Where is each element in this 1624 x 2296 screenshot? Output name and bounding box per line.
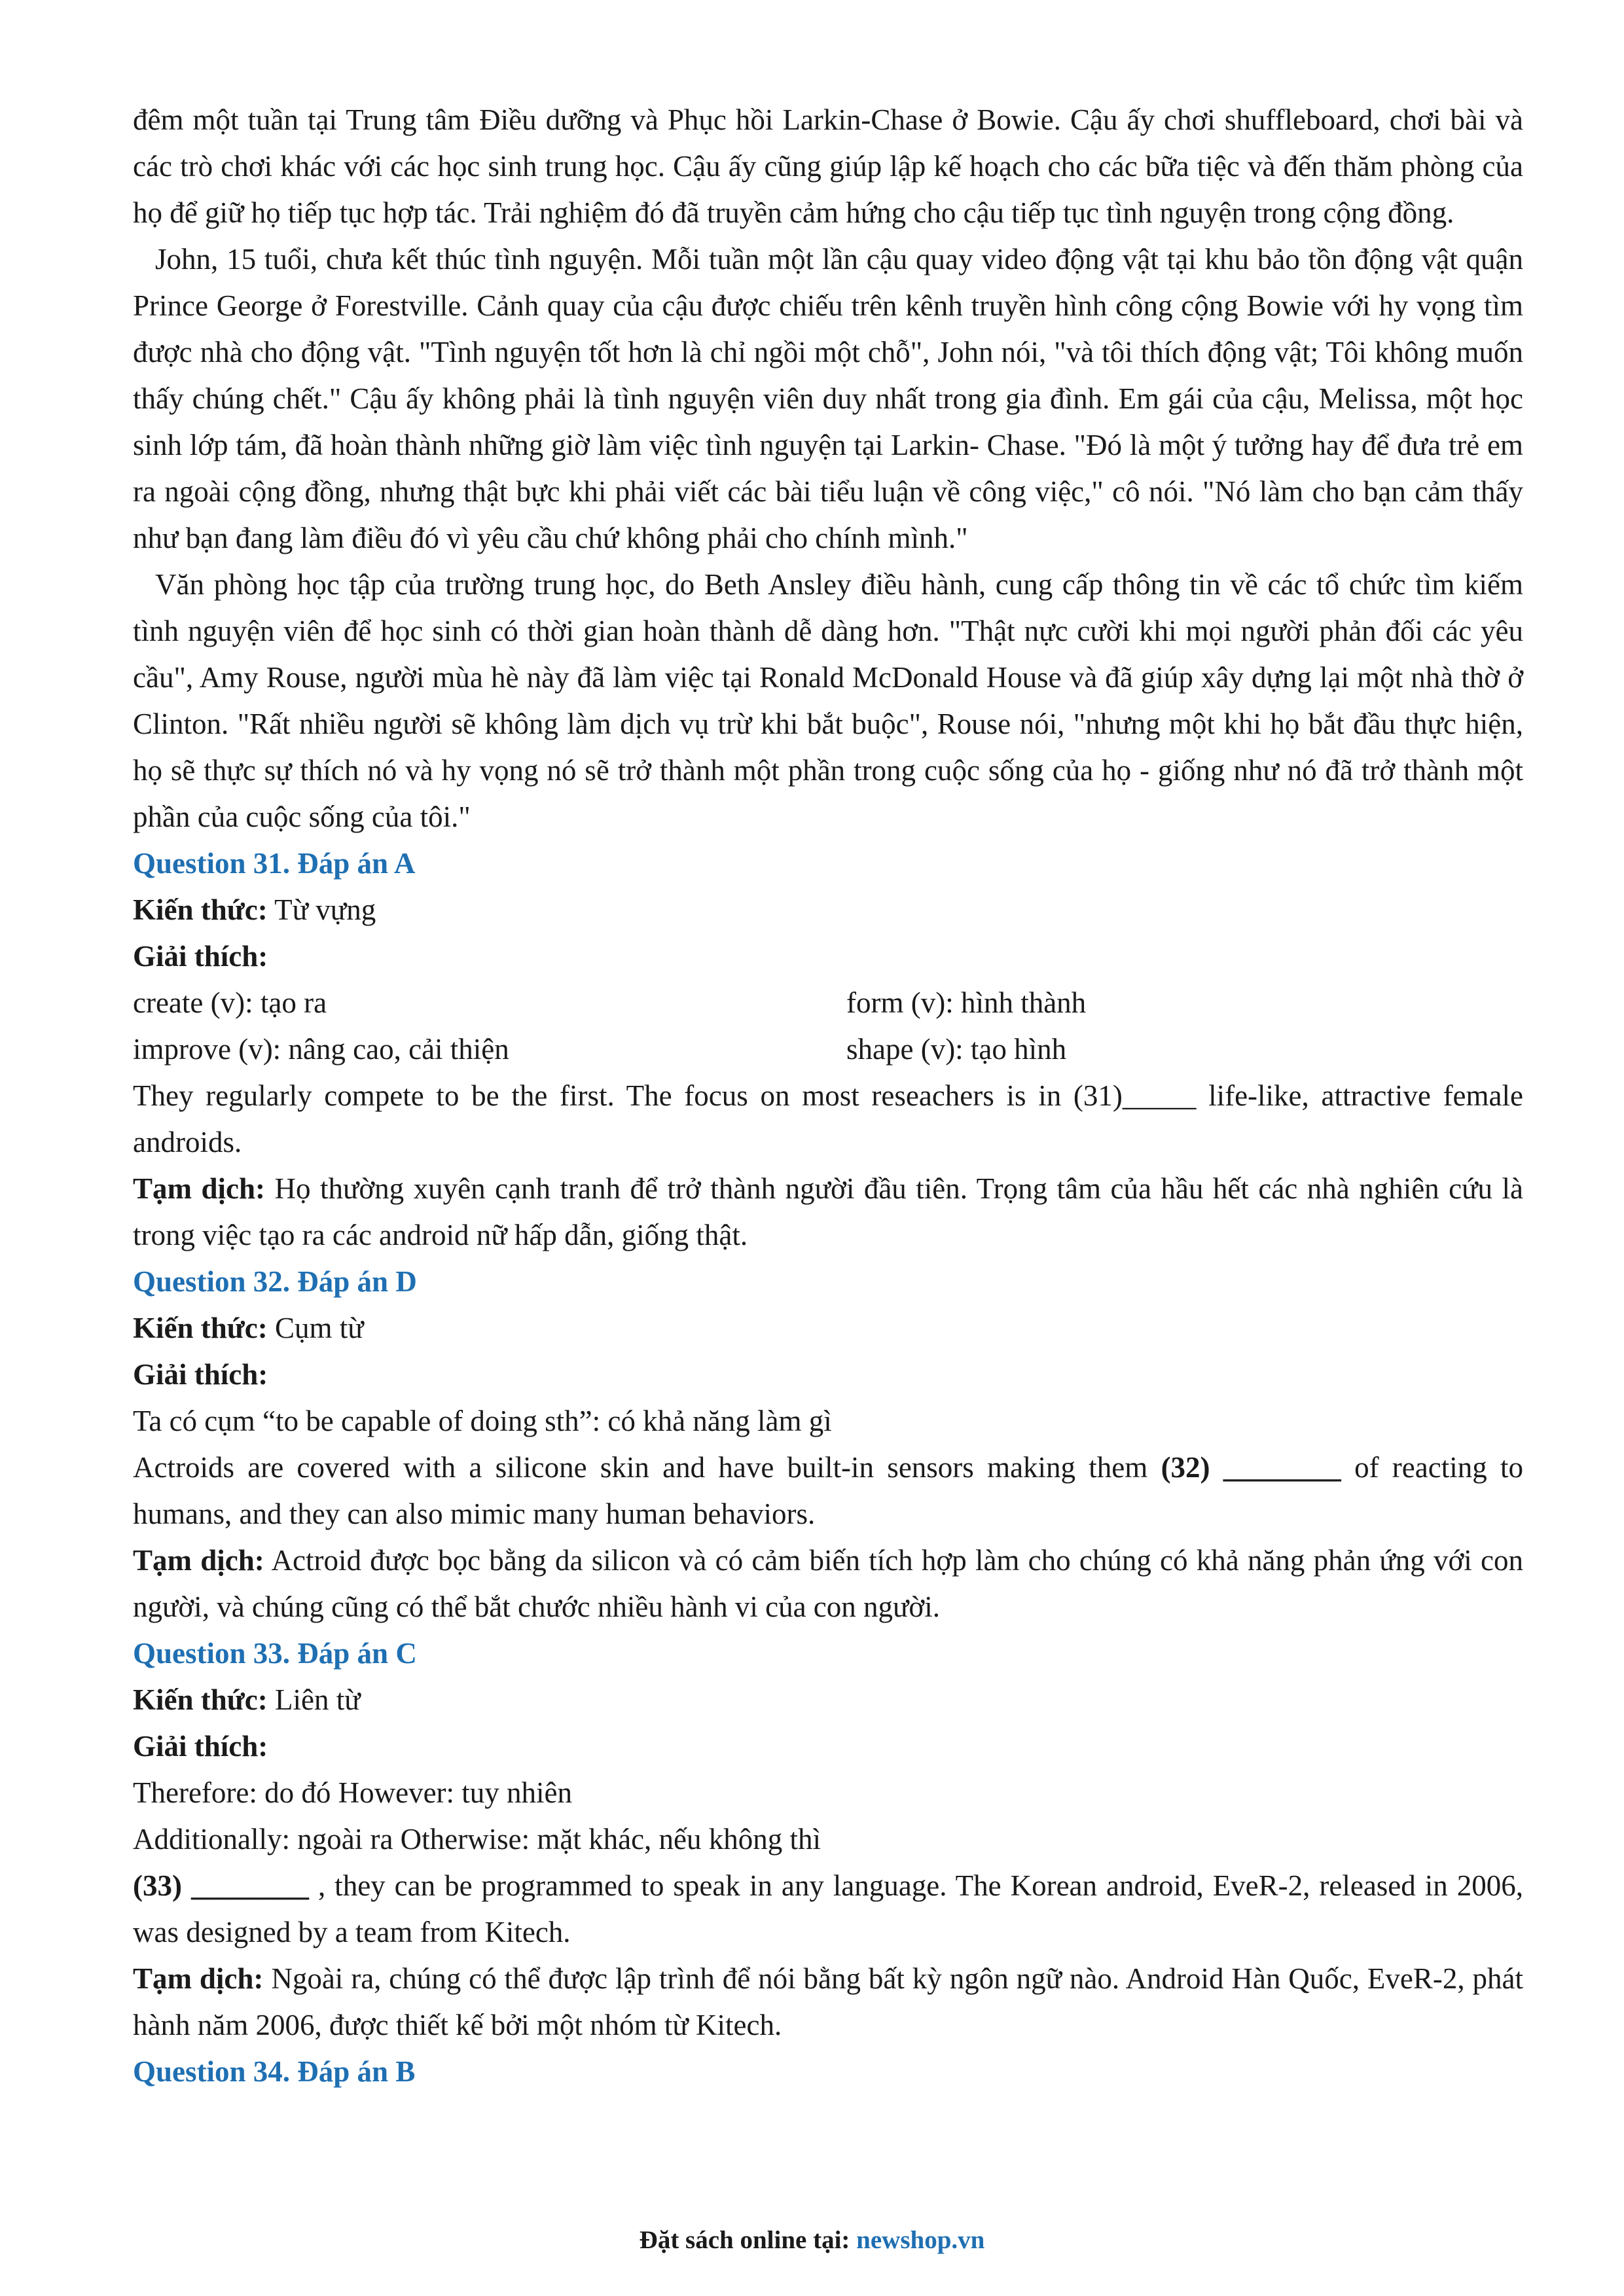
q31-option-improve: improve (v): nâng cao, cải thiện [133,1033,509,1066]
tam-dich-label: Tạm dịch: [133,1172,265,1205]
q32-giai-thich-label: Giải thích: [133,1358,268,1391]
q31-options-row-1 [133,980,1523,1026]
q32-passage-end: of reacting to humans, and they can also mimic many human behaviors. [133,1451,1523,1530]
q33-tam-dich [133,1956,1523,2049]
paragraph-2: John, 15 tuổi, chưa kết thúc tình nguyện. Mỗi tuần một lần cậu quay video động vật tại khu bảo tồn động vật quận Prince George ở Forestville. Cảnh quay của cậu được chiếu trên kênh truyền hình công cộng Bowie với hy vọng tìm được nhà cho động vật. "Tình nguyện tốt hơn là chỉ ngồi một chỗ", John nói, "và tôi thích động vật; Tôi không muốn thấy chúng chết." Cậu ấy không phải là tình nguyện viên duy nhất trong gia đình. Em gái của cậu, Melissa, một học sinh lớp tám, đã hoàn thành những giờ làm việc tình nguyện tại Larkin- Chase. "Đó là một ý tưởng hay để đưa trẻ em ra ngoài cộng đồng, nhưng thật bực khi phải viết các bài tiểu luận về công việc," cô nói. "Nó làm cho bạn cảm thấy như bạn đang làm điều đó vì yêu cầu chứ không phải cho chính mình." [133,243,1523,554]
q32-passage [133,1444,1523,1537]
q32-blank: (32) ________ [1161,1451,1341,1484]
tam-dich-label: Tạm dịch: [133,1544,264,1577]
q31-kien-thuc-value: Từ vựng [274,893,376,926]
q31-giai-thich-label: Giải thích: [133,940,268,973]
q31-tam-dich [133,1166,1523,1259]
footer-label: Đặt sách online tại: [639,2226,850,2254]
question-31-heading: Question 31. Đáp án A [133,847,416,880]
tam-dich-label: Tạm dịch: [133,1962,264,1995]
q33-passage-text: , they can be programmed to speak in any language. The Korean android, EveR-2, released in 2006, was designed by a team from Kitech. [133,1869,1523,1948]
q33-line-1: Therefore: do đó However: tuy nhiên [133,1776,573,1809]
q33-passage [133,1863,1523,1956]
q33-giai-thich-label: Giải thích: [133,1730,268,1763]
q32-kien-thuc [133,1305,1523,1352]
q33-blank: (33) ________ [133,1869,309,1902]
page-footer [0,2225,1624,2255]
q33-kien-thuc-value: Liên từ [274,1683,361,1716]
q31-option-shape: shape (v): tạo hình [846,1033,1067,1066]
paragraph-3: Văn phòng học tập của trường trung học, do Beth Ansley điều hành, cung cấp thông tin về các tổ chức tìm kiếm tình nguyện viên để học sinh có thời gian hoàn thành dễ dàng hơn. "Thật nực cười khi mọi người phản đối các yêu cầu", Amy Rouse, người mùa hè này đã làm việc tại Ronald McDonald House và đã giúp xây dựng lại một nhà thờ ở Clinton. "Rất nhiều người sẽ không làm dịch vụ trừ khi bắt buộc", Rouse nói, "nhưng một khi họ bắt đầu thực hiện, họ sẽ thực sự thích nó và hy vọng nó sẽ trở thành một phần trong cuộc sống của họ - giống như nó đã trở thành một phần của cuộc sống của tôi." [133,568,1523,833]
q32-tam-dich [133,1537,1523,1630]
q32-note: Ta có cụm “to be capable of doing sth”: có khả năng làm gì [133,1405,832,1437]
q31-option-form: form (v): hình thành [846,986,1087,1019]
document-body [133,97,1523,2095]
q32-kien-thuc-value: Cụm từ [274,1312,364,1344]
paragraph-1: đêm một tuần tại Trung tâm Điều dưỡng và Phục hồi Larkin-Chase ở Bowie. Cậu ấy chơi shuffleboard, chơi bài và các trò chơi khác với các học sinh trung học. Cậu ấy cũng giúp lập kế hoạch cho các bữa tiệc và đến thăm phòng của họ để giữ họ tiếp tục hợp tác. Trải nghiệm đó đã truyền cảm hứng cho cậu tiếp tục tình nguyện trong cộng đồng. [133,103,1523,229]
q31-kien-thuc [133,887,1523,933]
question-32-heading: Question 32. Đáp án D [133,1265,417,1298]
q32-tam-dich-text: Actroid được bọc bằng da silicon và có cảm biến tích hợp làm cho chúng có khả năng phản ứng với con người, và chúng cũng có thể bắt chước nhiều hành vi của con người. [133,1544,1523,1623]
q31-options-row-2 [133,1026,1523,1073]
question-34-heading: Question 34. Đáp án B [133,2055,416,2088]
kien-thuc-label: Kiến thức: [133,1312,268,1344]
kien-thuc-label: Kiến thức: [133,893,268,926]
q33-kien-thuc [133,1677,1523,1723]
q33-line-2: Additionally: ngoài ra Otherwise: mặt khác, nếu không thì [133,1823,821,1856]
q31-tam-dich-text: Họ thường xuyên cạnh tranh để trở thành người đầu tiên. Trọng tâm của hầu hết các nhà nghiên cứu là trong việc tạo ra các android nữ hấp dẫn, giống thật. [133,1172,1523,1251]
kien-thuc-label: Kiến thức: [133,1683,268,1716]
q31-passage: They regularly compete to be the first. The focus on most reseachers is in (31)_____ life-like, attractive female androids. [133,1079,1523,1158]
q32-passage-start: Actroids are covered with a silicone skin and have built-in sensors making them [133,1451,1148,1484]
footer-site-link[interactable]: newshop.vn [856,2226,985,2254]
question-33-heading: Question 33. Đáp án C [133,1637,417,1670]
q33-tam-dich-text: Ngoài ra, chúng có thể được lập trình để nói bằng bất kỳ ngôn ngữ nào. Android Hàn Quốc, EveR-2, phát hành năm 2006, được thiết kế bởi một nhóm từ Kitech. [133,1962,1523,2041]
q31-option-create: create (v): tạo ra [133,986,327,1019]
